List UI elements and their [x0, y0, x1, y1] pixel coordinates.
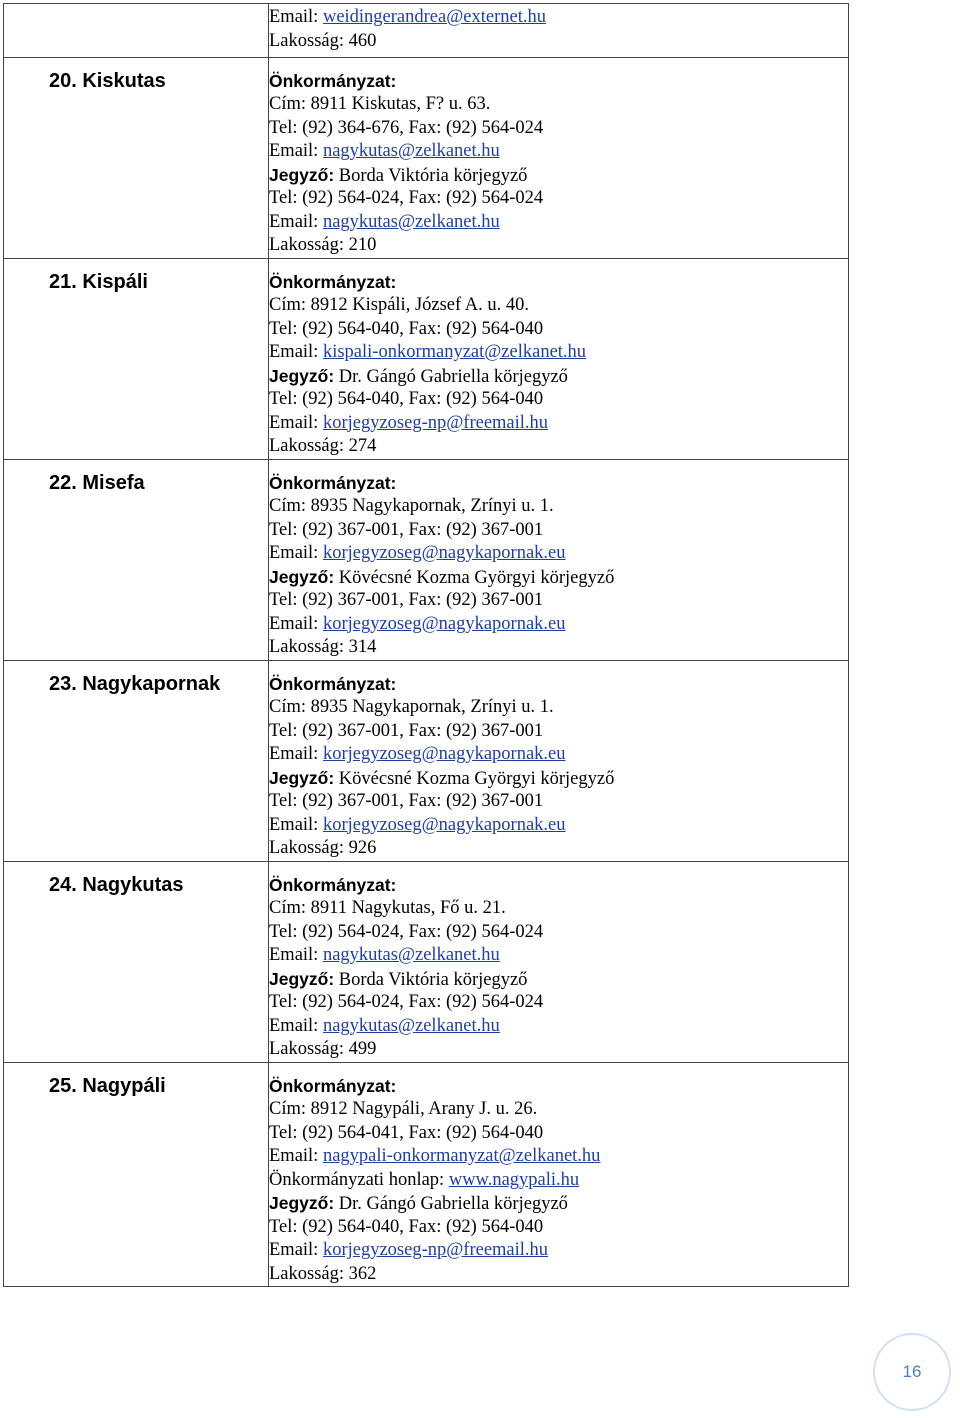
population: Lakosság: 460	[269, 30, 377, 51]
notary-name: Borda Viktória körjegyző	[338, 969, 528, 990]
municipality-name: 25. Nagypáli	[49, 1074, 166, 1097]
email-line: Email: weidingerandrea@externet.hu	[269, 7, 546, 27]
email-link[interactable]: korjegyzoseg@nagykapornak.eu	[322, 744, 566, 764]
website-link[interactable]: www.nagypali.hu	[448, 1169, 580, 1190]
notary-email-link[interactable]: nagykutas@zelkanet.hu	[322, 211, 500, 232]
population: Lakosság: 274	[269, 436, 377, 456]
table-row-municipality	[4, 660, 849, 861]
page-number: 16	[873, 1333, 951, 1411]
table-row-municipality	[4, 57, 849, 258]
municipality-name: 21. Kispáli	[49, 270, 148, 293]
notary-name: Kövécsné Kozma Györgyi körjegyző	[338, 567, 615, 588]
table-row-municipality	[4, 1062, 849, 1287]
address: Cím: 8912 Nagypáli, Arany J. u. 26.	[269, 1099, 538, 1119]
email-line: Email: korjegyzoseg@nagykapornak.eu	[269, 744, 566, 764]
email-link[interactable]: nagykutas@zelkanet.hu	[322, 141, 500, 161]
info-cell	[269, 258, 849, 459]
email-line: Email: kispali-onkormanyzat@zelkanet.hu	[269, 342, 587, 362]
name-cell	[4, 1062, 269, 1287]
local-gov-heading: Önkormányzat:	[269, 673, 397, 694]
email-link[interactable]: nagykutas@zelkanet.hu	[322, 945, 500, 965]
notary-label: Jegyző:	[269, 968, 335, 989]
phone: Tel: (92) 367-001, Fax: (92) 367-001	[269, 720, 544, 741]
website-line	[269, 1169, 848, 1193]
population: Lakosság: 926	[269, 838, 377, 858]
email-link[interactable]: korjegyzoseg@nagykapornak.eu	[322, 543, 566, 563]
email-line: Email: nagypali-onkormanyzat@zelkanet.hu	[269, 1146, 601, 1166]
notary-name: Kövécsné Kozma Györgyi körjegyző	[338, 768, 615, 789]
notary-label: Jegyző:	[269, 164, 335, 185]
population: Lakosság: 499	[269, 1039, 377, 1059]
population: Lakosság: 210	[269, 235, 377, 255]
notary-label: Jegyző:	[269, 767, 335, 788]
email-line: Email: korjegyzoseg@nagykapornak.eu	[269, 543, 566, 563]
local-gov-heading: Önkormányzat:	[269, 271, 397, 292]
notary-email-line: Email: nagykutas@zelkanet.hu	[269, 211, 500, 232]
notary-phone: Tel: (92) 564-024, Fax: (92) 564-024	[269, 188, 544, 208]
table-row-continued	[4, 4, 849, 58]
phone: Tel: (92) 364-676, Fax: (92) 564-024	[269, 117, 544, 138]
population: Lakosság: 362	[269, 1263, 377, 1284]
local-gov-heading: Önkormányzat:	[269, 1075, 397, 1096]
name-cell	[4, 57, 269, 258]
population: Lakosság: 314	[269, 637, 377, 657]
notary-email-line: Email: korjegyzoseg-np@freemail.hu	[269, 1240, 549, 1260]
address: Cím: 8911 Nagykutas, Fő u. 21.	[269, 898, 506, 918]
info-cell	[269, 4, 849, 58]
municipality-name: 22. Misefa	[49, 471, 145, 494]
notary-label: Jegyző:	[269, 365, 335, 386]
notary-line	[269, 566, 848, 590]
info-cell	[269, 1062, 849, 1287]
phone: Tel: (92) 564-040, Fax: (92) 564-040	[269, 318, 544, 339]
address: Cím: 8935 Nagykapornak, Zrínyi u. 1.	[269, 697, 554, 717]
notary-name: Borda Viktória körjegyző	[338, 165, 528, 186]
notary-line	[269, 968, 848, 992]
website-label: Önkormányzati honlap:	[269, 1169, 445, 1190]
notary-name: Dr. Gángó Gabriella körjegyző	[338, 366, 568, 387]
address: Cím: 8935 Nagykapornak, Zrínyi u. 1.	[269, 496, 554, 516]
phone: Tel: (92) 564-024, Fax: (92) 564-024	[269, 921, 544, 942]
notary-line	[269, 365, 848, 389]
notary-email-link[interactable]: korjegyzoseg@nagykapornak.eu	[322, 814, 566, 835]
email-link[interactable]: nagypali-onkormanyzat@zelkanet.hu	[322, 1146, 601, 1166]
info-cell	[269, 861, 849, 1062]
notary-email-link[interactable]: korjegyzoseg-np@freemail.hu	[322, 412, 549, 433]
notary-label: Jegyző:	[269, 566, 335, 587]
municipality-directory-table	[3, 3, 849, 1287]
notary-email-link[interactable]: nagykutas@zelkanet.hu	[322, 1015, 500, 1036]
municipality-name: 20. Kiskutas	[49, 69, 166, 92]
phone: Tel: (92) 367-001, Fax: (92) 367-001	[269, 519, 544, 540]
table-row-municipality	[4, 459, 849, 660]
notary-email-line: Email: nagykutas@zelkanet.hu	[269, 1015, 500, 1036]
notary-email-link[interactable]: korjegyzoseg@nagykapornak.eu	[322, 613, 566, 634]
municipality-name: 24. Nagykutas	[49, 873, 184, 896]
local-gov-heading: Önkormányzat:	[269, 874, 397, 895]
name-cell	[4, 660, 269, 861]
name-cell	[4, 861, 269, 1062]
info-cell	[269, 660, 849, 861]
table-row-municipality	[4, 258, 849, 459]
name-cell-empty	[4, 4, 269, 58]
notary-email-line: Email: korjegyzoseg@nagykapornak.eu	[269, 613, 566, 634]
notary-line	[269, 164, 848, 188]
local-gov-heading: Önkormányzat:	[269, 70, 397, 91]
notary-phone: Tel: (92) 367-001, Fax: (92) 367-001	[269, 590, 544, 610]
local-gov-heading: Önkormányzat:	[269, 472, 397, 493]
name-cell	[4, 459, 269, 660]
notary-line	[269, 1192, 848, 1216]
email-line: Email: nagykutas@zelkanet.hu	[269, 945, 500, 965]
notary-label: Jegyző:	[269, 1193, 335, 1213]
email-link[interactable]: weidingerandrea@externet.hu	[322, 7, 546, 27]
municipality-name: 23. Nagykapornak	[49, 672, 221, 695]
notary-email-link[interactable]: korjegyzoseg-np@freemail.hu	[322, 1240, 549, 1260]
info-cell	[269, 459, 849, 660]
notary-phone: Tel: (92) 367-001, Fax: (92) 367-001	[269, 791, 544, 811]
notary-email-line: Email: korjegyzoseg-np@freemail.hu	[269, 412, 549, 433]
email-line: Email: nagykutas@zelkanet.hu	[269, 141, 500, 161]
notary-name: Dr. Gángó Gabriella körjegyző	[338, 1194, 568, 1214]
notary-phone: Tel: (92) 564-024, Fax: (92) 564-024	[269, 992, 544, 1012]
notary-phone: Tel: (92) 564-040, Fax: (92) 564-040	[269, 1216, 544, 1237]
email-link[interactable]: kispali-onkormanyzat@zelkanet.hu	[322, 342, 587, 362]
address: Cím: 8912 Kispáli, József A. u. 40.	[269, 295, 530, 315]
address: Cím: 8911 Kiskutas, F? u. 63.	[269, 94, 491, 114]
notary-line	[269, 767, 848, 791]
name-cell	[4, 258, 269, 459]
notary-email-line: Email: korjegyzoseg@nagykapornak.eu	[269, 814, 566, 835]
table-row-municipality	[4, 861, 849, 1062]
phone: Tel: (92) 564-041, Fax: (92) 564-040	[269, 1122, 544, 1143]
info-cell	[269, 57, 849, 258]
notary-phone: Tel: (92) 564-040, Fax: (92) 564-040	[269, 389, 544, 409]
